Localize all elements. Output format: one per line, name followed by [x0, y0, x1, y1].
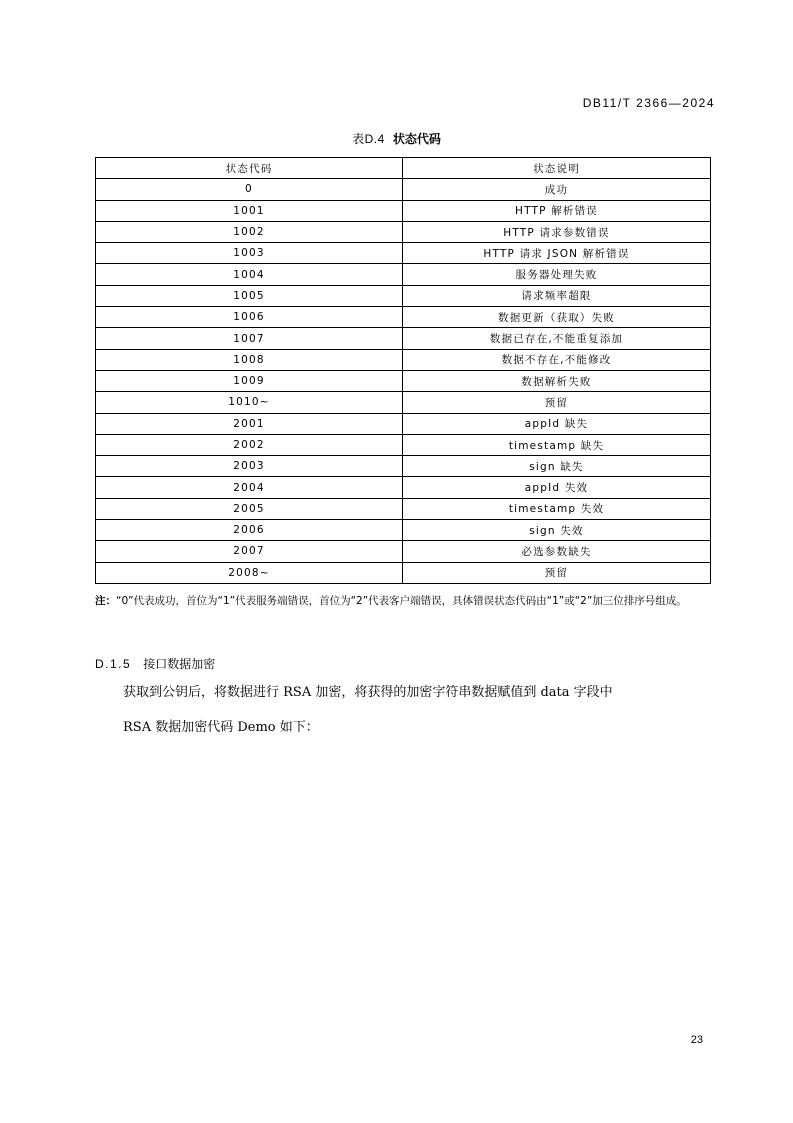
table-body	[96, 179, 711, 584]
table-number: 表D.4	[352, 132, 385, 146]
table-row	[96, 328, 711, 349]
status-code-cell: 1004	[96, 264, 403, 285]
status-description-cell: 预留	[403, 562, 711, 583]
status-code-cell: 2005	[96, 498, 403, 519]
column-header-description: 状态说明	[403, 158, 711, 179]
table-row	[96, 541, 711, 562]
table-row	[96, 179, 711, 200]
table-row	[96, 264, 711, 285]
status-description-cell: 数据更新（获取）失败	[403, 307, 711, 328]
status-description-cell: HTTP 解析错误	[403, 200, 711, 221]
table-row	[96, 221, 711, 242]
table-row	[96, 370, 711, 391]
status-description-cell: sign 失效	[403, 520, 711, 541]
table-caption: 状态代码	[392, 132, 441, 146]
status-code-cell: 1010~	[96, 392, 403, 413]
status-description-cell: timestamp 失效	[403, 498, 711, 519]
status-code-cell: 2002	[96, 434, 403, 455]
status-code-cell: 2007	[96, 541, 403, 562]
status-description-cell: 服务器处理失败	[403, 264, 711, 285]
table-row	[96, 498, 711, 519]
table-note	[95, 591, 720, 612]
status-code-cell: 1009	[96, 370, 403, 391]
status-description-cell: HTTP 请求参数错误	[403, 221, 711, 242]
table-row	[96, 307, 711, 328]
table-row	[96, 285, 711, 306]
status-code-cell: 1001	[96, 200, 403, 221]
page-number: 23	[690, 1034, 703, 1046]
table-row	[96, 456, 711, 477]
section-heading	[95, 655, 215, 672]
status-description-cell: 数据不存在,不能修改	[403, 349, 711, 370]
note-text: “0”代表成功，首位为“1”代表服务端错误，首位为“2”代表客户端错误，具体错误状态代码由“1”或“2”加三位排序号组成。	[116, 595, 687, 607]
paragraph-encryption: 获取到公钥后，将数据进行 RSA 加密，将获得的加密字符串数据赋值到 data 字段中	[123, 685, 613, 700]
status-description-cell: 必选参数缺失	[403, 541, 711, 562]
status-code-cell: 2008~	[96, 562, 403, 583]
table-row	[96, 243, 711, 264]
status-description-cell: 数据已存在,不能重复添加	[403, 328, 711, 349]
note-label: 注：	[95, 595, 116, 607]
status-description-cell: appId 缺失	[403, 413, 711, 434]
document-code: DB11/T 2366—2024	[582, 96, 715, 110]
status-code-cell: 2004	[96, 477, 403, 498]
table-row	[96, 200, 711, 221]
status-description-cell: HTTP 请求 JSON 解析错误	[403, 243, 711, 264]
status-code-cell: 2001	[96, 413, 403, 434]
status-code-cell: 2003	[96, 456, 403, 477]
section-title: 接口数据加密	[143, 657, 216, 671]
section-number: D.1.5	[95, 657, 132, 671]
status-description-cell: 成功	[403, 179, 711, 200]
status-code-cell: 1008	[96, 349, 403, 370]
status-code-cell: 1003	[96, 243, 403, 264]
table-row	[96, 520, 711, 541]
status-code-cell: 2006	[96, 520, 403, 541]
status-code-cell: 0	[96, 179, 403, 200]
table-row	[96, 477, 711, 498]
status-code-cell: 1007	[96, 328, 403, 349]
status-code-cell: 1006	[96, 307, 403, 328]
table-title	[0, 130, 793, 147]
table-row	[96, 562, 711, 583]
status-description-cell: 请求频率超限	[403, 285, 711, 306]
table-row	[96, 349, 711, 370]
paragraph-demo-intro: RSA 数据加密代码 Demo 如下：	[123, 720, 319, 735]
status-code-cell: 1005	[96, 285, 403, 306]
table-row	[96, 434, 711, 455]
column-header-code: 状态代码	[96, 158, 403, 179]
status-description-cell: timestamp 缺失	[403, 434, 711, 455]
table-header-row	[96, 158, 711, 179]
table-row	[96, 392, 711, 413]
status-description-cell: appId 失效	[403, 477, 711, 498]
table-row	[96, 413, 711, 434]
status-description-cell: 预留	[403, 392, 711, 413]
status-description-cell: 数据解析失败	[403, 370, 711, 391]
status-code-table	[95, 157, 711, 584]
status-code-cell: 1002	[96, 221, 403, 242]
status-description-cell: sign 缺失	[403, 456, 711, 477]
